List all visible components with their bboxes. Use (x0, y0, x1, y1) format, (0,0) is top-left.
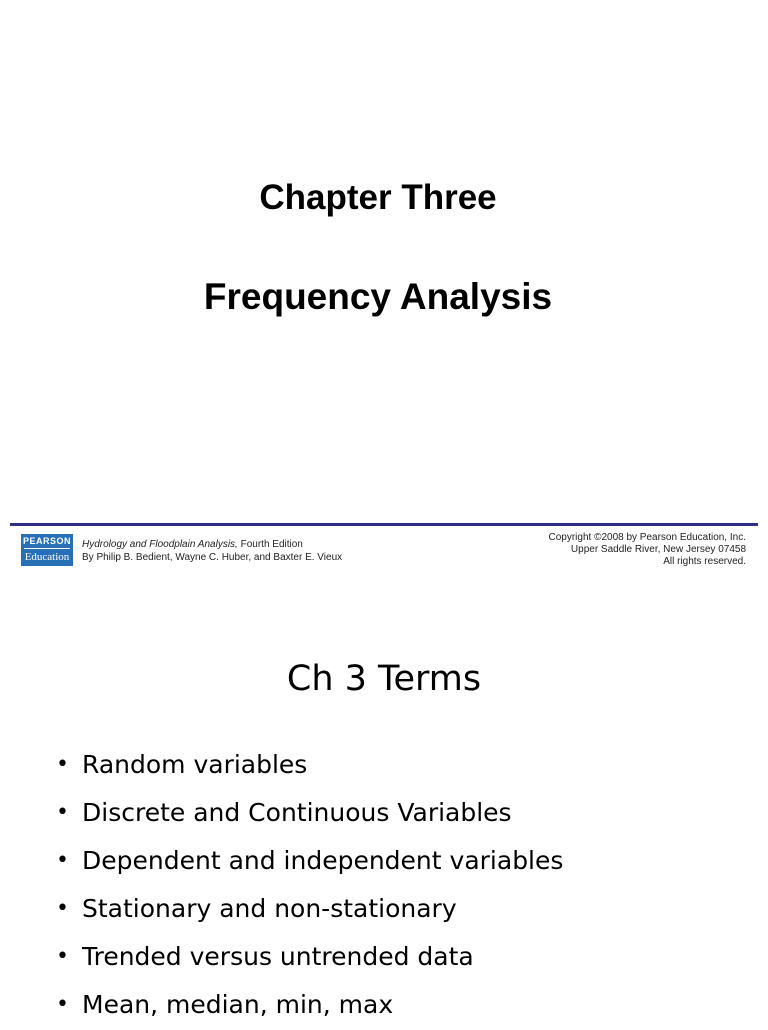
footer-divider (10, 523, 758, 526)
list-item-text: Random variables (82, 750, 308, 779)
copyright-notice (549, 532, 747, 568)
terms-list (56, 742, 563, 1030)
book-edition: Fourth Edition (237, 539, 303, 550)
pearson-logo (21, 534, 73, 566)
chapter-label: Chapter Three (259, 178, 497, 217)
book-title-line (82, 538, 342, 551)
list-item-text: Trended versus untrended data (82, 942, 474, 971)
book-credit (82, 538, 342, 564)
book-authors: By Philip B. Bedient, Wayne C. Huber, and Baxter E. Vieux (82, 552, 343, 563)
copyright-line-3: All rights reserved. (663, 556, 746, 567)
copyright-line-1: Copyright ©2008 by Pearson Education, Inc. (548, 532, 746, 543)
bullet-icon: • (56, 896, 69, 921)
list-item (56, 982, 563, 1030)
bullet-icon: • (56, 944, 69, 969)
list-item-text: Stationary and non-stationary (82, 894, 457, 923)
logo-divider (24, 548, 70, 549)
bullet-icon: • (56, 848, 69, 873)
logo-wordmark-top: PEARSON (22, 536, 71, 546)
list-item (56, 742, 563, 790)
list-item (56, 934, 563, 982)
list-item-text: Discrete and Continuous Variables (82, 798, 512, 827)
list-item (56, 790, 563, 838)
list-item-text: Dependent and independent variables (82, 846, 564, 875)
chapter-title: Frequency Analysis (203, 276, 553, 317)
bullet-icon: • (56, 992, 69, 1017)
logo-wordmark-bottom: Education (24, 551, 70, 563)
bullet-icon: • (56, 800, 69, 825)
list-item (56, 838, 563, 886)
list-item (56, 886, 563, 934)
copyright-line-2: Upper Saddle River, New Jersey 07458 (570, 544, 746, 555)
slide-title: Ch 3 Terms (286, 659, 482, 699)
book-title: Hydrology and Floodplain Analysis, (82, 539, 238, 550)
bullet-icon: • (56, 752, 69, 777)
list-item-text: Mean, median, min, max (82, 990, 394, 1019)
